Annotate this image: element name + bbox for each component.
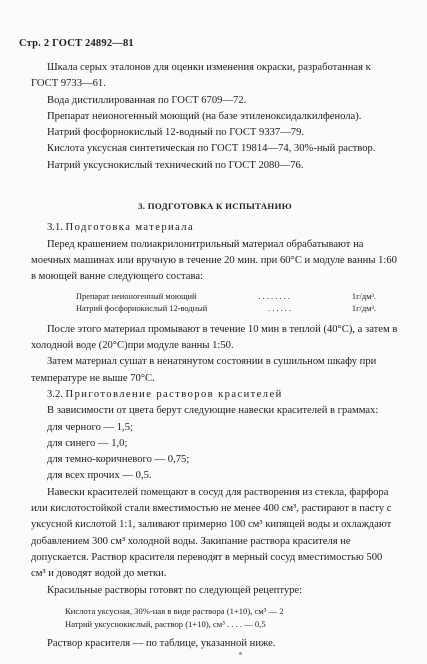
paragraph-detergent: Препарат неионогенный моющий (на базе этиленоксидалкилфенола). (47, 110, 362, 122)
subsection-3-2-text: В зависимости от цвета берут следующие навески красителей в граммах: (47, 405, 379, 417)
list-item: для синего — 1,0; (47, 437, 128, 449)
composition-value: 1г/дм³. (351, 291, 376, 301)
list-item: для черного — 1,5; (47, 421, 133, 433)
recipe-block (31, 605, 399, 631)
composition-name: Препарат неионогенный моющий (76, 291, 197, 301)
paragraph-sodium-acetate: Натрий уксуснокислый технический по ГОСТ 2080—76. (47, 159, 304, 171)
composition-row (76, 303, 376, 316)
composition-row (76, 291, 376, 304)
wash-bath-composition (76, 291, 399, 316)
composition-value: 1г/дм³. (351, 304, 376, 314)
page-mark (239, 652, 242, 655)
recipe-line: Кислота уксусная, 30%-ная в виде раствора (1+10), см³ — 2 (65, 605, 284, 616)
composition-dots: . . . . . . . . (258, 291, 290, 301)
paragraph-grey-scale: Шкала серых эталонов для оценки изменения окраски, разработанная к ГОСТ 9733—61. (31, 62, 371, 90)
paragraph-sodium-phosphate: Натрий фосфорнокислый 12-водный по ГОСТ 9337—79. (47, 127, 305, 139)
subsection-3-2-heading (31, 387, 399, 403)
dye-preparation-paragraph: Навески красителей помещают в сосуд для растворения из стекла, фарфора или кислотостойкой стали вместимостью не менее 400 см³, растирают в пасту с уксусной кислотой 1:1, заливают примерно 100 см³ кипящей воды и охлаждают добавлением 300 см³ холодной воды. Закипание раствора красителя не допускается. Раствор красителя переводят в мерный сосуд вместимостью 500 см³ и доводят водой до метки. (31, 486, 392, 580)
subsection-3-1-text: Перед крашением полиакрилонитрильный материал обрабатывают на моечных машинах или вручную в течение 20 мин. при 60°С и модуле ванны 1:60 в моющей ванне следующего состава: (31, 238, 397, 283)
recipe-line: Натрий уксуснокислый, раствор (1+10), см³ . . . . — 0,5 (65, 618, 266, 629)
document-content (31, 60, 399, 653)
paragraph-distilled-water: Вода дистиллированная по ГОСТ 6709—72. (47, 94, 247, 106)
subsection-number: 3.1. (47, 222, 63, 234)
section-title: 3. ПОДГОТОВКА К ИСПЫТАНИЮ (138, 201, 292, 212)
subsection-3-1-heading (31, 220, 399, 236)
page-header: Стр. 2 ГОСТ 24892—81 (19, 38, 134, 49)
list-item: для темно-коричневого — 0,75; (47, 454, 190, 466)
composition-dots: . . . . . . (268, 304, 292, 314)
rinse-paragraph: После этого материал промывают в течение 10 мин в теплой (40°С), а затем в холодной воде (20°С)при модуле ванны 1:50. (31, 323, 398, 352)
subsection-title: Приготовление растворов красителей (65, 388, 283, 400)
recipe-intro: Красильные растворы готовят по следующей рецептуре: (47, 584, 303, 596)
subsection-title: Подготовка материала (65, 222, 195, 234)
final-paragraph: Раствор красителя — по таблице, указанной ниже. (47, 638, 276, 650)
paragraph-acetic-acid: Кислота уксусная синтетическая по ГОСТ 19814—74, 30%-ный раствор. (47, 143, 376, 155)
dry-paragraph: Затем материал сушат в ненатянутом состоянии в сушильном шкафу при температуре не выше 70°С. (31, 356, 377, 384)
composition-name: Натрий фосфорнокислый 12-водный (76, 304, 208, 314)
list-item: для всех прочих — 0,5. (47, 470, 152, 482)
subsection-number: 3.2. (47, 388, 63, 400)
